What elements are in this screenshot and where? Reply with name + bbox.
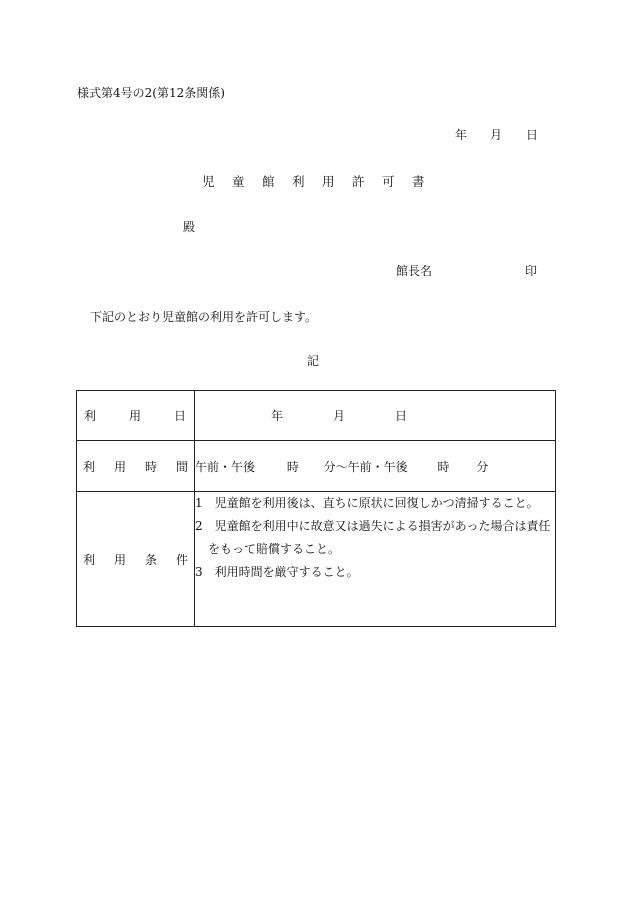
row-label-usage-time xyxy=(77,441,195,492)
title-char: 童 xyxy=(232,174,245,189)
form-number: 様式第4号の2(第12条関係) xyxy=(77,86,225,100)
addressee-honorific: 殿 xyxy=(183,220,196,234)
row-label-usage-conditions xyxy=(77,492,195,627)
label-char: 条 xyxy=(144,552,157,567)
condition-item: 1 児童館を利用後は、直ちに原状に回復しかつ清掃すること。 xyxy=(195,496,539,510)
label-char: 用 xyxy=(113,552,126,567)
time-start-ampm: 午前・午後 xyxy=(195,459,256,474)
title-char: 児 xyxy=(202,174,215,189)
time-end-hour: 時 xyxy=(437,459,450,474)
label-char: 利 xyxy=(84,409,97,423)
usage-date-day: 日 xyxy=(395,409,408,423)
title-char: 館 xyxy=(262,174,275,189)
title-char: 許 xyxy=(352,174,365,189)
title-char: 用 xyxy=(322,174,335,189)
time-start-minute-to-end-ampm: 分～午前・午後 xyxy=(323,459,408,474)
time-start-hour: 時 xyxy=(286,459,299,474)
label-char: 利 xyxy=(83,459,96,474)
title-char: 可 xyxy=(382,174,395,189)
label-char: 用 xyxy=(128,409,141,423)
usage-date-month: 月 xyxy=(333,409,346,423)
document-title xyxy=(202,172,425,190)
date-year-label: 年 xyxy=(455,128,468,142)
lead-text: 下記のとおり児童館の利用を許可します。 xyxy=(90,310,318,324)
issue-date xyxy=(455,126,538,143)
table-row-usage-conditions xyxy=(77,492,556,627)
table-row-usage-date xyxy=(77,391,556,441)
label-char: 間 xyxy=(175,459,188,474)
condition-item: 2 児童館を利用中に故意又は過失による損害があった場合は責任 xyxy=(195,519,551,533)
director-name-label: 館長名 xyxy=(396,264,433,278)
table-row-usage-time xyxy=(77,441,556,492)
title-char: 書 xyxy=(412,174,425,189)
row-label-usage-date xyxy=(77,391,195,441)
label-char: 用 xyxy=(113,459,126,474)
label-char: 利 xyxy=(83,552,96,567)
time-end-minute: 分 xyxy=(476,459,489,474)
usage-date-value xyxy=(195,391,556,441)
seal-label: 印 xyxy=(525,264,538,278)
usage-date-year: 年 xyxy=(271,409,284,423)
permit-table xyxy=(76,390,556,627)
date-month-label: 月 xyxy=(490,128,503,142)
ki-heading: 記 xyxy=(307,354,320,368)
label-char: 時 xyxy=(144,459,157,474)
usage-time-value xyxy=(195,441,556,492)
date-day-label: 日 xyxy=(526,128,539,142)
condition-item: 3 利用時間を厳守すること。 xyxy=(195,565,359,579)
condition-item-continuation: をもって賠償すること。 xyxy=(208,542,341,556)
title-char: 利 xyxy=(292,174,305,189)
label-char: 件 xyxy=(175,552,188,567)
usage-conditions-value xyxy=(195,492,556,627)
label-char: 日 xyxy=(173,409,186,423)
